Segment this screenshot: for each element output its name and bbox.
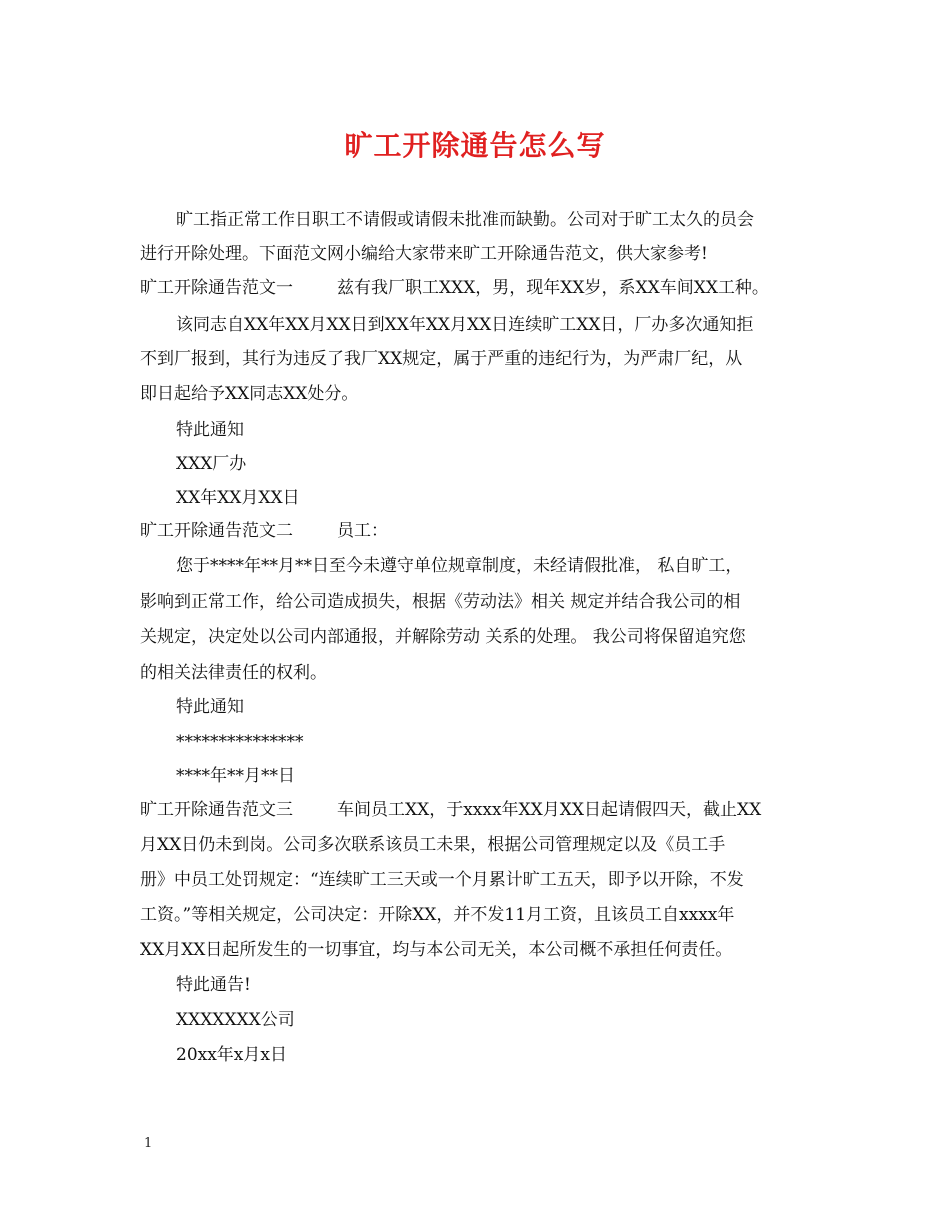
page-number: 1 — [144, 1136, 153, 1151]
sample2-notice: 特此通知 — [176, 697, 244, 717]
sample3-body-line-2: 册》中员工处罚规定：“连续旷工三天或一个月累计旷工五天，即予以开除，不发 — [140, 870, 744, 890]
document-title: 旷工开除通告怎么写 — [344, 129, 606, 162]
sample3-heading: 旷工开除通告范文三 — [140, 800, 293, 820]
sample2-heading-line — [140, 514, 820, 548]
intro-line-1: 旷工指正常工作日职工不请假或请假未批准而缺勤。公司对于旷工太久的员会 — [176, 210, 754, 230]
sample2-date: ****年**月**日 — [176, 766, 295, 786]
sample2-signer: *************** — [176, 732, 304, 752]
sample1-heading: 旷工开除通告范文一 — [140, 278, 293, 298]
sample1-heading-line — [140, 271, 820, 305]
sample2-lead: 员工： — [337, 521, 388, 541]
sample3-body-line-1: 月XX日仍未到岗。公司多次联系该员工未果，根据公司管理规定以及《员工手 — [140, 835, 726, 855]
sample1-lead: 兹有我厂职工XXX，男，现年XX岁，系XX车间XX工种。 — [337, 278, 769, 298]
sample3-date: 20xx年x月x日 — [176, 1045, 287, 1065]
sample1-body-line-2: 不到厂报到，其行为违反了我厂XX规定，属于严重的违纪行为，为严肃厂纪，从 — [140, 349, 743, 369]
sample3-notice: 特此通告! — [176, 975, 251, 995]
sample3-body-line-3: 工资。”等相关规定，公司决定：开除XX，并不发11月工资，且该员工自xxxx年 — [140, 905, 735, 925]
sample2-body-line-1: 您于****年**月**日至今未遵守单位规章制度，未经请假批准， 私自旷工， — [176, 556, 743, 576]
sample3-heading-line — [140, 793, 820, 827]
sample1-body-line-1: 该同志自XX年XX月XX日到XX年XX月XX日连续旷工XX日，厂办多次通知拒 — [176, 315, 754, 335]
sample3-lead: 车间员工XX，于xxxx年XX月XX日起请假四天，截止XX — [337, 800, 762, 820]
sample2-body-line-4: 的相关法律责任的权利。 — [140, 663, 327, 683]
sample1-signer: XXX厂办 — [176, 454, 247, 474]
sample1-body-line-3: 即日起给予XX同志XX处分。 — [140, 384, 359, 404]
sample2-heading: 旷工开除通告范文二 — [140, 521, 293, 541]
sample3-signer: XXXXXXX公司 — [176, 1010, 295, 1030]
sample3-body-line-4: XX月XX日起所发生的一切事宜，均与本公司无关，本公司概不承担任何责任。 — [140, 940, 733, 960]
sample2-body-line-3: 关规定，决定处以公司内部通报，并解除劳动 关系的处理。 我公司将保留追究您 — [140, 627, 746, 647]
sample1-date: XX年XX月XX日 — [176, 488, 300, 508]
intro-line-2: 进行开除处理。下面范文网小编给大家带来旷工开除通告范文，供大家参考! — [140, 244, 708, 264]
sample1-notice: 特此通知 — [176, 420, 244, 440]
sample2-body-line-2: 影响到正常工作，给公司造成损失，根据《劳动法》相关 规定并结合我公司的相 — [140, 592, 741, 612]
